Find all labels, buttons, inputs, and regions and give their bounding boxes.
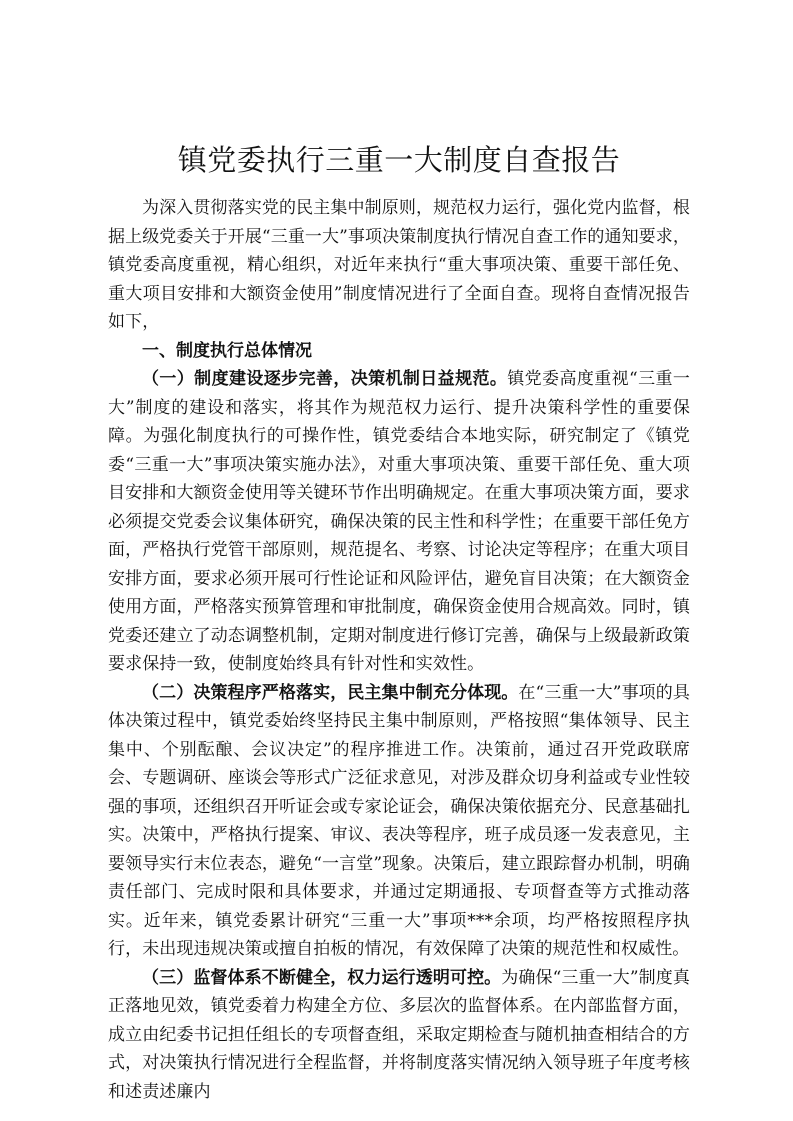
document-body bbox=[108, 136, 690, 1106]
paragraph-item-2-lead: （二）决策程序严格落实，民主集中制充分体现。 bbox=[142, 682, 519, 703]
paragraph-item-3-lead: （三）监督体系不断健全，权力运行透明可控。 bbox=[142, 967, 502, 988]
paragraph-item-2-text: 在“三重一大”事项的具体决策过程中，镇党委始终坚持民主集中制原则，严格按照“集体领导、民主集中、个别酝酿、会议决定”的程序推进工作。决策前，通过召开党政联席会、专题调研、座谈会等形式广泛征求意见，对涉及群众切身利益或专业性较强的事项，还组织召开听证会或专家论证会，确保决策依据充分、民意基础扎实。决策中，严格执行提案、审议、表决等程序，班子成员逐一发表意见，主要领导实行末位表态，避免“一言堂”现象。决策后，建立跟踪督办机制，明确责任部门、完成时限和具体要求，并通过定期通报、专项督查等方式推动落实。近年来，镇党委累计研究“三重一大”事项***余项，均严格按照程序执行，未出现违规决策或擅自拍板的情况，有效保障了决策的规范性和权威性。 bbox=[108, 682, 691, 959]
paragraph-item-3-text: 为确保“三重一大”制度真正落地见效，镇党委着力构建全方位、多层次的监督体系。在内部监督方面，成立由纪委书记担任组长的专项督查组，采取定期检查与随机抽查相结合的方式，对决策执行情况进行全程监督，并将制度落实情况纳入领导班子年度考核和述责述廉内 bbox=[108, 967, 690, 1102]
paragraph-item-3 bbox=[108, 964, 690, 1107]
paragraph-item-1-text: 镇党委高度重视“三重一大”制度的建设和落实，将其作为规范权力运行、提升决策科学性的重要保障。为强化制度执行的可操作性，镇党委结合本地实际，研究制定了《镇党委“三重一大”事项决策实施办法》，对重大事项决策、重要干部任免、重大项目安排和大额资金使用等关键环节作出明确规定。在重大事项决策方面，要求必须提交党委会议集体研究，确保决策的民主性和科学性；在重要干部任免方面，严格执行党管干部原则，规范提名、考察、讨论决定等程序；在重大项目安排方面，要求必须开展可行性论证和风险评估，避免盲目决策；在大额资金使用方面，严格落实预算管理和审批制度，确保资金使用合规高效。同时，镇党委还建立了动态调整机制，定期对制度进行修订完善，确保与上级最新政策要求保持一致，使制度始终具有针对性和实效性。 bbox=[108, 369, 690, 674]
paragraph-item-2 bbox=[108, 679, 690, 964]
document-title: 镇党委执行三重一大制度自查报告 bbox=[177, 143, 621, 177]
paragraph-item-1-lead: （一）制度建设逐步完善，决策机制日益规范。 bbox=[142, 369, 508, 389]
section-heading-overall: 一、制度执行总体情况 bbox=[142, 340, 312, 361]
intro-paragraph: 为深入贯彻落实党的民主集中制原则，规范权力运行，强化党内监督，根据上级党委关于开展“三重一大”事项决策制度执行情况自查工作的通知要求，镇党委高度重视，精心组织，对近年来执行“重大事项决策、重要干部任免、重大项目安排和大额资金使用”制度情况进行了全面自查。现将自查情况报告如下， bbox=[108, 198, 690, 332]
paragraph-item-1 bbox=[108, 365, 690, 679]
